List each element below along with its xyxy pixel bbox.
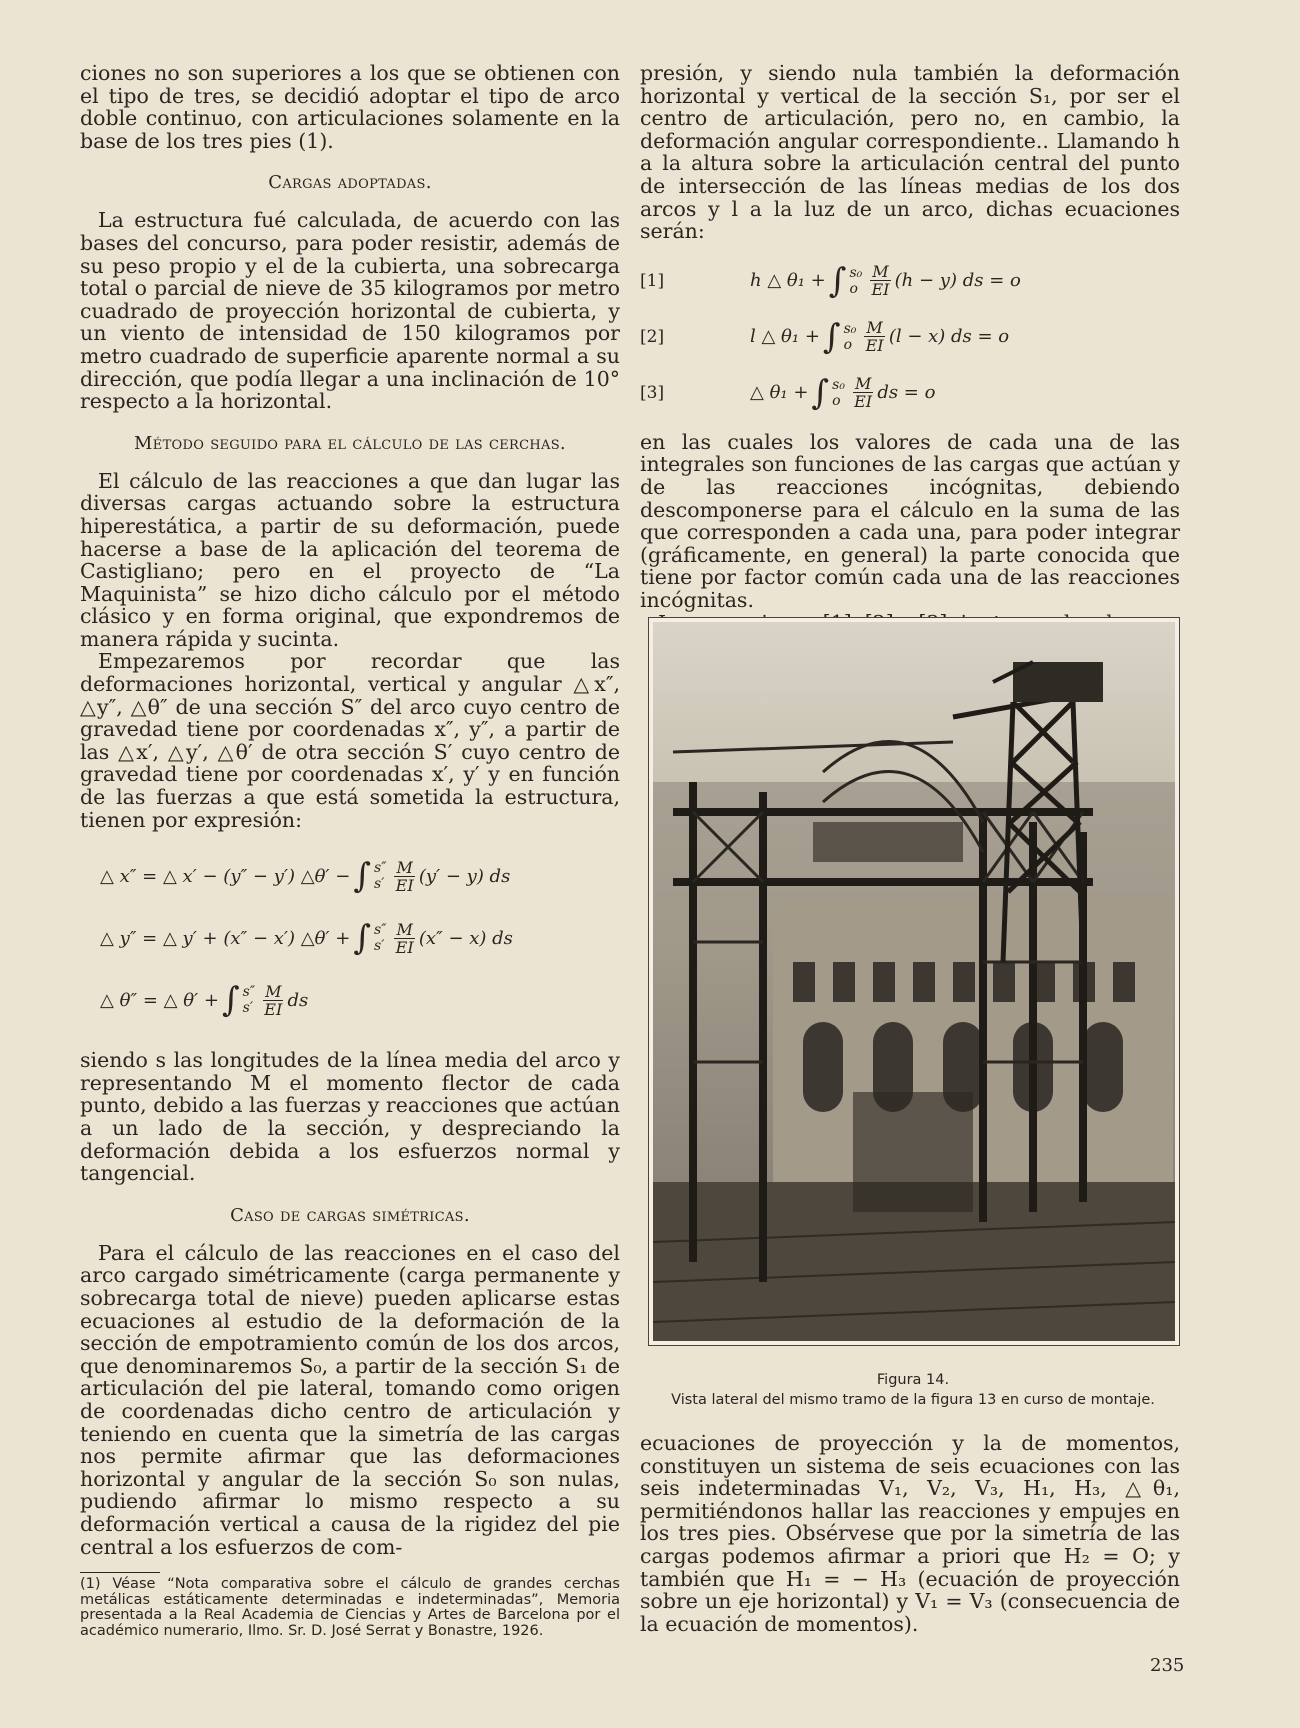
integral-limits: s₀ o <box>843 320 857 353</box>
heading-cargas: Cargas adoptadas. <box>268 172 432 194</box>
equation-2 <box>640 309 1180 365</box>
integral-sign: ∫ <box>828 260 847 301</box>
integral-sign: ∫ <box>353 918 372 959</box>
page-number: 235 <box>1150 1655 1185 1676</box>
integral-limits: s″ s′ <box>242 984 256 1017</box>
integral-sign: ∫ <box>822 316 841 357</box>
equation-number: [3] <box>640 382 665 403</box>
integral-limits: s″ s′ <box>374 922 387 955</box>
integral-limits: s₀ o <box>849 264 863 297</box>
equation-left: l △ θ₁ + <box>750 326 820 348</box>
footnote: (1) Véase “Nota comparativa sobre el cálculo de grandes cerchas metálicas estáticamente determinadas e indeterminadas”, Memoria presentada a la Real Academia de Ciencias y Artes de Barcelona por el académico numerario, Ilmo. Sr. D. José Serrat y Bonastre, 1926. <box>80 1576 620 1639</box>
construction-photo <box>653 622 1175 1341</box>
equation-delta-theta <box>100 969 620 1031</box>
footnote-divider <box>80 1572 160 1573</box>
equation-left: h △ θ₁ + <box>750 270 826 292</box>
deformation-equations <box>100 845 620 1031</box>
system-equations <box>640 253 1180 421</box>
right-column <box>640 62 1180 634</box>
equation-right: (l − x) ds = o <box>888 326 1010 348</box>
equation-number: [1] <box>640 270 665 291</box>
paragraph-siendo: siendo s las longitudes de la línea media del arco y representando M el momento flector de cada punto, debido a las fuerzas y reacciones que actúan a un lado de la sección, y despreciando la deformación debida a los esfuerzos normal y tangencial. <box>80 1048 620 1186</box>
equation-left: △ θ″ = △ θ′ + <box>100 989 219 1011</box>
fraction-m-ei: $\frac{M}{EI}$ <box>395 919 414 957</box>
paragraph-estructura: La estructura fué calculada, de acuerdo con las bases del concurso, para poder resistir, además de su peso propio y el de la cubierta, una sobrecarga total o parcial de nieve de 35 kilogramos por metro cuadrado de proyección horizontal de cubierta, y un viento de intensidad de 150 kilogramos por metro cuadrado de superficie aparente normal a su dirección, que podía llegar a una inclinación de 10° respecto a la horizontal. <box>80 208 620 414</box>
equation-right: (h − y) ds = o <box>894 270 1021 292</box>
fraction-m-ei: $\frac{M}{EI}$ <box>865 318 884 356</box>
heading-metodo: Método seguido para el cálculo de las cerchas. <box>134 432 566 454</box>
equation-left: △ y″ = △ y′ + (x″ − x′) △θ′ + <box>100 927 351 949</box>
equation-right: (x″ − x) ds <box>418 927 513 949</box>
figure-caption-title: Figura 14. <box>876 1372 950 1388</box>
paragraph-empezaremos: Empezaremos por recordar que las deformaciones horizontal, vertical y angular △x″, △y″, △θ″ de una sección S″ del arco cuyo centro de gravedad tiene por coordenadas x″, y″, a partir de las △x′, △y′, △θ′ de otra sección S′ cuyo centro de gravedad tiene por coordenadas x′, y′ y en función de las fuerzas a que está sometida la estructura, tienen por expresión: <box>80 649 620 832</box>
integral-sign: ∫ <box>353 856 372 897</box>
paragraph-ecuaciones-end: ecuaciones de proyección y la de momentos, constituyen un sistema de seis ecuaciones con las seis indeterminadas V₁, V₂, V₃, H₁, H₃, △θ₁, permitiéndonos hallar las reacciones y empujes en los tres pies. Obsérvese que por la simetría de las cargas podemos afirmar a priori que H₂ = O; y también que H₁ = − H₃ (ecuación de proyección sobre un eje horizontal) y V₁ = V₃ (consecuencia de la ecuación de momentos). <box>640 1431 1180 1636</box>
paragraph-simetricas: Para el cálculo de las reacciones en el caso del arco cargado simétricamente (carga permanente y sobrecarga total de nieve) pueden aplicarse estas ecuaciones al estudio de la deformación de la sección de empotramiento común de los dos arcos, que denominaremos S₀, a partir de la sección S₁ de articulación del pie lateral, tomando como origen de coordenadas dicho centro de articulación y teniendo en cuenta que la simetría de las cargas nos permite afirmar que las deformaciones horizontal y angular de la sección S₀ son nulas, pudiendo afirmar lo mismo respecto a su deformación vertical a causa de la rigidez del pie central a los esfuerzos de com- <box>80 1240 620 1559</box>
equation-delta-y <box>100 907 620 969</box>
figure-photo-frame <box>648 617 1180 1346</box>
paragraph-presion: presión, y siendo nula también la deformación horizontal y vertical de la sección S₁, por ser el centro de articulación, pero no, en cambio, la deformación angular correspondiente.. Llamando h a la altura sobre la articulación central del punto de intersección de las líneas medias de los dos arcos y l a la luz de un arco, dichas ecuaciones serán: <box>640 61 1180 244</box>
figure-caption-text: Vista lateral del mismo tramo de la figura 13 en curso de montaje. <box>671 1392 1155 1408</box>
right-column-bottom <box>640 1432 1180 1635</box>
integral-limits: s₀ o <box>832 376 845 409</box>
equation-right: (y′ − y) ds <box>418 865 511 887</box>
paragraph-calculo: El cálculo de las reacciones a que dan lugar las diversas cargas actuando sobre la estructura hiperestática, a partir de su deformación, puede hacerse a base de la aplicación del teorema de Castigliano; pero en el proyecto de “La Maquinista” se hizo dicho cálculo por el método clásico y en forma original, que expondremos de manera rápida y sucinta. <box>80 468 620 651</box>
paragraph-cuales: en las cuales los valores de cada una de las integrales son funciones de las cargas que actúan y de las reacciones incógnitas, debiendo descomponerse para el cálculo en la suma de las que corresponden a cada una, para poder integrar (gráficamente, en general) la parte conocida que tiene por factor común cada una de las reacciones incógnitas. <box>640 429 1180 612</box>
integral-sign: ∫ <box>221 980 240 1021</box>
equation-delta-x <box>100 845 620 907</box>
equation-right: ds = o <box>877 382 936 404</box>
equation-left: △ x″ = △ x′ − (y″ − y′) △θ′ − <box>100 865 351 887</box>
equation-right: ds <box>287 989 309 1011</box>
paragraph-intro: ciones no son superiores a los que se obtienen con el tipo de tres, se decidió adoptar el tipo de arco doble continuo, con articulaciones solamente en la base de los tres pies (1). <box>80 61 620 153</box>
fraction-m-ei: $\frac{M}{EI}$ <box>264 981 283 1019</box>
fraction-m-ei: $\frac{M}{EI}$ <box>871 262 890 300</box>
integral-limits: s″ s′ <box>374 860 387 893</box>
heading-caso: Caso de cargas simétricas. <box>230 1204 470 1226</box>
fraction-m-ei: $\frac{M}{EI}$ <box>395 857 414 895</box>
fraction-m-ei: $\frac{M}{EI}$ <box>854 374 873 412</box>
equation-left: △ θ₁ + <box>750 382 809 404</box>
equation-3 <box>640 365 1180 421</box>
equation-1 <box>640 253 1180 309</box>
figure-caption <box>640 1370 1186 1410</box>
left-column <box>80 62 620 1639</box>
integral-sign: ∫ <box>811 372 830 413</box>
equation-number: [2] <box>640 326 665 347</box>
